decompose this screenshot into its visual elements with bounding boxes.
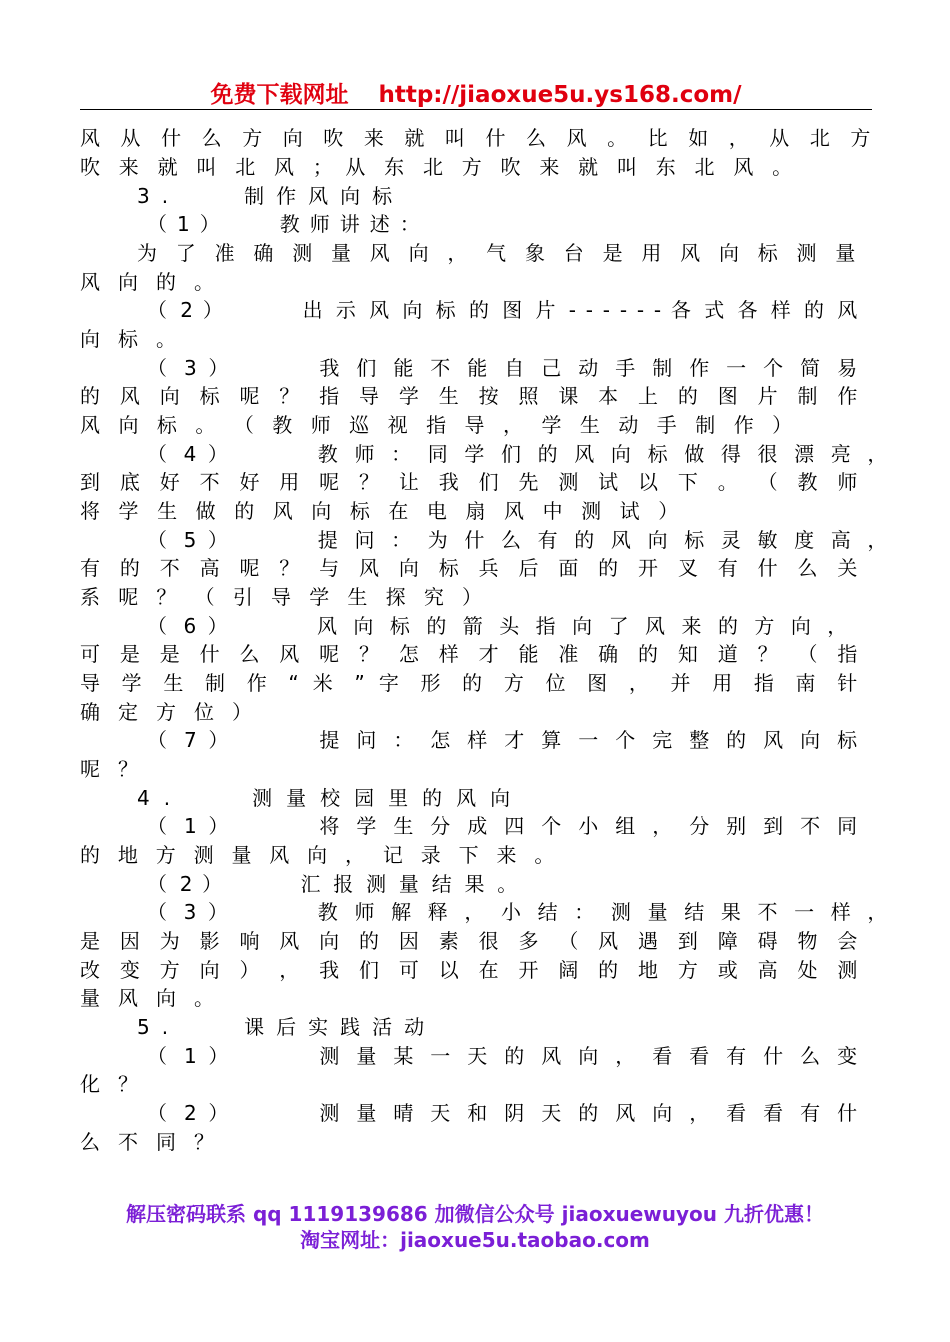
text-line: （ 4 ） 教 师 ： 同 学 们 的 风 向 标 做 得 很 漂 亮 ， <box>147 442 887 466</box>
text-line: 的 风 向 标 呢 ？ 指 导 学 生 按 照 课 本 上 的 图 片 制 作 <box>80 384 857 408</box>
text-line: 风 向 标 。 （ 教 师 巡 视 指 导 ， 学 生 动 手 制 作 ） <box>80 413 792 437</box>
text-line: 吹 来 就 叫 北 风 ； 从 东 北 方 吹 来 就 叫 东 北 风 。 <box>80 155 792 179</box>
section-heading: 5. 课后实践活动 <box>137 1015 437 1039</box>
text-line: （ 2 ） 出 示 风 向 标 的 图 片 - - - - - - 各 式 各 样 的 风 <box>147 298 857 322</box>
text-line: 可 是 是 什 么 风 呢 ？ 怎 样 才 能 准 确 的 知 道 ？ （ 指 <box>80 642 857 666</box>
text-line: 向标。 <box>80 327 194 351</box>
download-url-link[interactable]: http://jiaoxue5u.ys168.com/ <box>378 82 742 108</box>
text-line: 是 因 为 影 响 风 向 的 因 素 很 多 （ 风 遇 到 障 碍 物 会 <box>80 929 857 953</box>
text-line: （ 7 ） 提 问 ： 怎 样 才 算 一 个 完 整 的 风 向 标 <box>147 728 857 752</box>
text-line: 风 从 什 么 方 向 吹 来 就 叫 什 么 风 。 比 如 ， 从 北 方 <box>80 126 870 150</box>
text-line: 风向的。 <box>80 270 232 294</box>
text-line: （ 1 ） 测 量 某 一 天 的 风 向 ， 看 看 有 什 么 变 <box>147 1044 857 1068</box>
text-line: 化？ <box>80 1072 156 1096</box>
text-line: （ 6 ） 风 向 标 的 箭 头 指 向 了 风 来 的 方 向 ， <box>147 614 847 638</box>
text-line: （1） 教师讲述： <box>147 212 430 236</box>
text-line: （ 3 ） 我 们 能 不 能 自 己 动 手 制 作 一 个 简 易 <box>147 356 857 380</box>
text-line: （ 2 ） 汇 报 测 量 结 果 。 <box>147 872 517 896</box>
section-heading: 3. 制作风向标 <box>137 184 405 208</box>
text-line: 将 学 生 做 的 风 向 标 在 电 扇 风 中 测 试 ） <box>80 499 678 523</box>
text-line: 呢？ <box>80 757 156 781</box>
text-line: （ 5 ） 提 问 ： 为 什 么 有 的 风 向 标 灵 敏 度 高 ， <box>147 528 887 552</box>
footer-store-link[interactable]: 淘宝网址：jiaoxue5u.taobao.com <box>300 1228 650 1252</box>
text-line: 到 底 好 不 好 用 呢 ？ 让 我 们 先 测 试 以 下 。 （ 教 师 <box>80 470 857 494</box>
text-line: 系 呢 ？ （ 引 导 学 生 探 究 ） <box>80 585 482 609</box>
text-line: 么不同？ <box>80 1130 232 1154</box>
text-line: 的 地 方 测 量 风 向 ， 记 录 下 来 。 <box>80 843 554 867</box>
section-heading: 4. 测量校园里的风向 <box>137 786 525 810</box>
footer-contact: 解压密码联系 qq 1119139686 加微信公众号 jiaoxuewuyou 九折优惠！ <box>126 1202 824 1226</box>
text-line: 导 学 生 制 作 “ 米 ” 字 形 的 方 位 图 ， 并 用 指 南 针 <box>80 671 857 695</box>
text-line: 量风向。 <box>80 986 232 1010</box>
text-line: 确定方位） <box>80 700 270 724</box>
text-line: 改 变 方 向 ） ， 我 们 可 以 在 开 阔 的 地 方 或 高 处 测 <box>80 958 857 982</box>
text-line: （ 1 ） 将 学 生 分 成 四 个 小 组 ， 分 别 到 不 同 <box>147 814 857 838</box>
header-divider <box>80 109 872 110</box>
download-label: 免费下载网址 <box>210 82 349 108</box>
text-line: 为 了 准 确 测 量 风 向 ， 气 象 台 是 用 风 向 标 测 量 <box>137 241 855 265</box>
text-line: （ 3 ） 教 师 解 释 ， 小 结 ： 测 量 结 果 不 一 样 ， <box>147 900 887 924</box>
page-header <box>80 76 872 110</box>
text-line: （ 2 ） 测 量 晴 天 和 阴 天 的 风 向 ， 看 看 有 什 <box>147 1101 857 1125</box>
text-line: 有 的 不 高 呢 ？ 与 风 向 标 兵 后 面 的 开 叉 有 什 么 关 <box>80 556 857 580</box>
